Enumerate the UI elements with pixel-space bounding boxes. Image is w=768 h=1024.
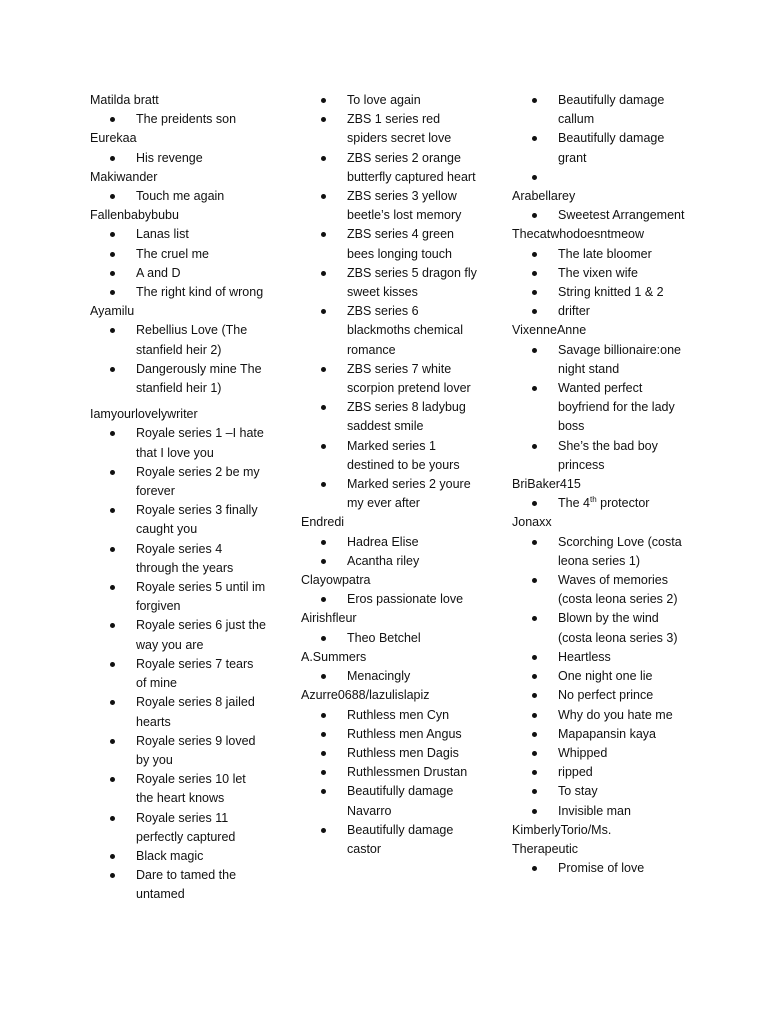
book-title: Royale series 2 be my forever — [90, 463, 266, 501]
author-name: Clayowpatra — [301, 573, 371, 588]
author-name: Makiwander — [90, 169, 158, 184]
title-list — [90, 225, 290, 302]
book-title: Royale series 10 let the heart knows — [90, 770, 266, 808]
book-title: Invisible man — [512, 802, 688, 821]
column-3 — [512, 91, 732, 878]
book-title: Rebellius Love (The stanfield heir 2) — [90, 321, 272, 359]
book-title: Dare to tamed the untamed — [90, 866, 266, 904]
author-name: Azurre0688/lazulislapiz — [301, 688, 430, 703]
book-title: Ruthlessmen Drustan — [301, 763, 483, 782]
author-name: Airishfleur — [301, 611, 357, 626]
book-title: To stay — [512, 782, 688, 801]
book-title: Mapapansin kaya — [512, 725, 688, 744]
author-name: VixenneAnne — [512, 323, 587, 338]
book-title: ZBS series 4 green bees longing touch — [301, 225, 477, 263]
book-title: Royale series 6 just the way you are — [90, 616, 266, 654]
title-list — [512, 494, 732, 513]
book-title: Promise of love — [512, 859, 688, 878]
book-title: Marked series 1 destined to be yours — [301, 437, 477, 475]
book-title: Royale series 5 until im forgiven — [90, 578, 266, 616]
book-title — [512, 494, 694, 513]
book-title: Acantha riley — [301, 552, 477, 571]
book-title: ZBS series 8 ladybug saddest smile — [301, 398, 477, 436]
book-title: Menacingly — [301, 667, 477, 686]
book-title: Beautifully damage grant — [512, 129, 688, 167]
book-title: Royale series 1 –I hate that I love you — [90, 424, 266, 462]
author-name: Jonaxx — [512, 515, 552, 530]
author-name: A.Summers — [301, 649, 367, 664]
book-title: Touch me again — [90, 187, 266, 206]
book-title: No perfect prince — [512, 686, 688, 705]
author-name: Endredi — [301, 515, 345, 530]
column-1 — [90, 91, 290, 905]
title-list — [512, 245, 732, 322]
title-list — [512, 206, 732, 225]
title-list — [301, 629, 501, 648]
book-title: Whipped — [512, 744, 688, 763]
book-title: ZBS series 3 yellow beetle’s lost memory — [301, 187, 477, 225]
book-title: Lanas list — [90, 225, 266, 244]
title-list — [512, 533, 732, 821]
book-title: To love again — [301, 91, 477, 110]
book-title: Waves of memories (costa leona series 2) — [512, 571, 694, 609]
author-name: BriBaker415 — [512, 477, 581, 492]
title-list — [512, 341, 732, 475]
book-title: Royale series 8 jailed hearts — [90, 693, 266, 731]
book-title: Black magic — [90, 847, 266, 866]
book-title: Royale series 11 perfectly captured — [90, 809, 266, 847]
book-title: Blown by the wind (costa leona series 3) — [512, 609, 694, 647]
book-title: ZBS series 7 white scorpion pretend lover — [301, 360, 477, 398]
book-title: drifter — [512, 302, 688, 321]
book-title: Royale series 4 through the years — [90, 540, 266, 578]
book-title: The right kind of wrong — [90, 283, 266, 302]
title-list — [90, 424, 290, 904]
book-title: Eros passionate love — [301, 590, 483, 609]
book-title: Wanted perfect boyfriend for the lady boss — [512, 379, 688, 437]
title-list — [90, 149, 290, 168]
title-list — [512, 91, 732, 187]
book-title: One night one lie — [512, 667, 688, 686]
title-list — [301, 91, 501, 513]
title-list — [90, 187, 290, 206]
title-list — [512, 859, 732, 878]
title-list — [90, 321, 290, 398]
book-title: She’s the bad boy princess — [512, 437, 688, 475]
book-title: The vixen wife — [512, 264, 688, 283]
author-name: KimberlyTorio/Ms. Therapeutic — [512, 822, 612, 856]
author-name: Matilda bratt — [90, 93, 159, 107]
title-list — [301, 706, 501, 860]
book-title: Why do you hate me — [512, 706, 694, 725]
book-title: Hadrea Elise — [301, 533, 477, 552]
book-title: Beautifully damage castor — [301, 821, 477, 859]
author-name: Ayamilu — [90, 304, 135, 319]
book-title: Scorching Love (costa leona series 1) — [512, 533, 694, 571]
book-title: The late bloomer — [512, 245, 688, 264]
book-title: Ruthless men Cyn — [301, 706, 477, 725]
book-title: Heartless — [512, 648, 688, 667]
book-title: A and D — [90, 264, 266, 283]
book-title: String knitted 1 & 2 — [512, 283, 694, 302]
title-list — [301, 590, 501, 609]
book-title: ZBS series 2 orange butterfly captured heart — [301, 149, 477, 187]
book-title: Ruthless men Angus — [301, 725, 477, 744]
column-2 — [301, 91, 501, 859]
book-title: ZBS 1 series red spiders secret love — [301, 110, 477, 148]
book-title: Marked series 2 youre my ever after — [301, 475, 477, 513]
book-title: Beautifully damage Navarro — [301, 782, 477, 820]
book-title: ripped — [512, 763, 688, 782]
title-list — [301, 667, 501, 686]
book-title: Royale series 9 loved by you — [90, 732, 266, 770]
author-name: Thecatwhodoesntmeow — [512, 227, 645, 242]
book-title: The cruel me — [90, 245, 266, 264]
book-title: Dangerously mine The stanfield heir 1) — [90, 360, 272, 398]
book-title: The preidents son — [90, 110, 266, 129]
book-title: Savage billionaire:one night stand — [512, 341, 688, 379]
book-title: Royale series 7 tears of mine — [90, 655, 266, 693]
author-name: Arabellarey — [512, 189, 576, 204]
title-list — [90, 110, 290, 129]
title-suffix: protector — [596, 496, 650, 511]
author-name: Fallenbabybubu — [90, 208, 179, 223]
empty-bullet — [512, 168, 688, 187]
book-title: ZBS series 6 blackmoths chemical romance — [301, 302, 477, 360]
book-title: ZBS series 5 dragon fly sweet kisses — [301, 264, 477, 302]
title-prefix: The 4 — [558, 496, 590, 511]
title-list — [301, 533, 501, 571]
book-title: Royale series 3 finally caught you — [90, 501, 266, 539]
superscript-th: th — [589, 495, 597, 505]
book-title: His revenge — [90, 149, 266, 168]
book-title: Theo Betchel — [301, 629, 477, 648]
author-name: Iamyourlovelywriter — [90, 407, 198, 422]
author-name: Eurekaa — [90, 131, 137, 146]
book-title: Sweetest Arrangement — [512, 206, 688, 225]
book-title: Ruthless men Dagis — [301, 744, 477, 763]
book-title: Beautifully damage callum — [512, 91, 688, 129]
